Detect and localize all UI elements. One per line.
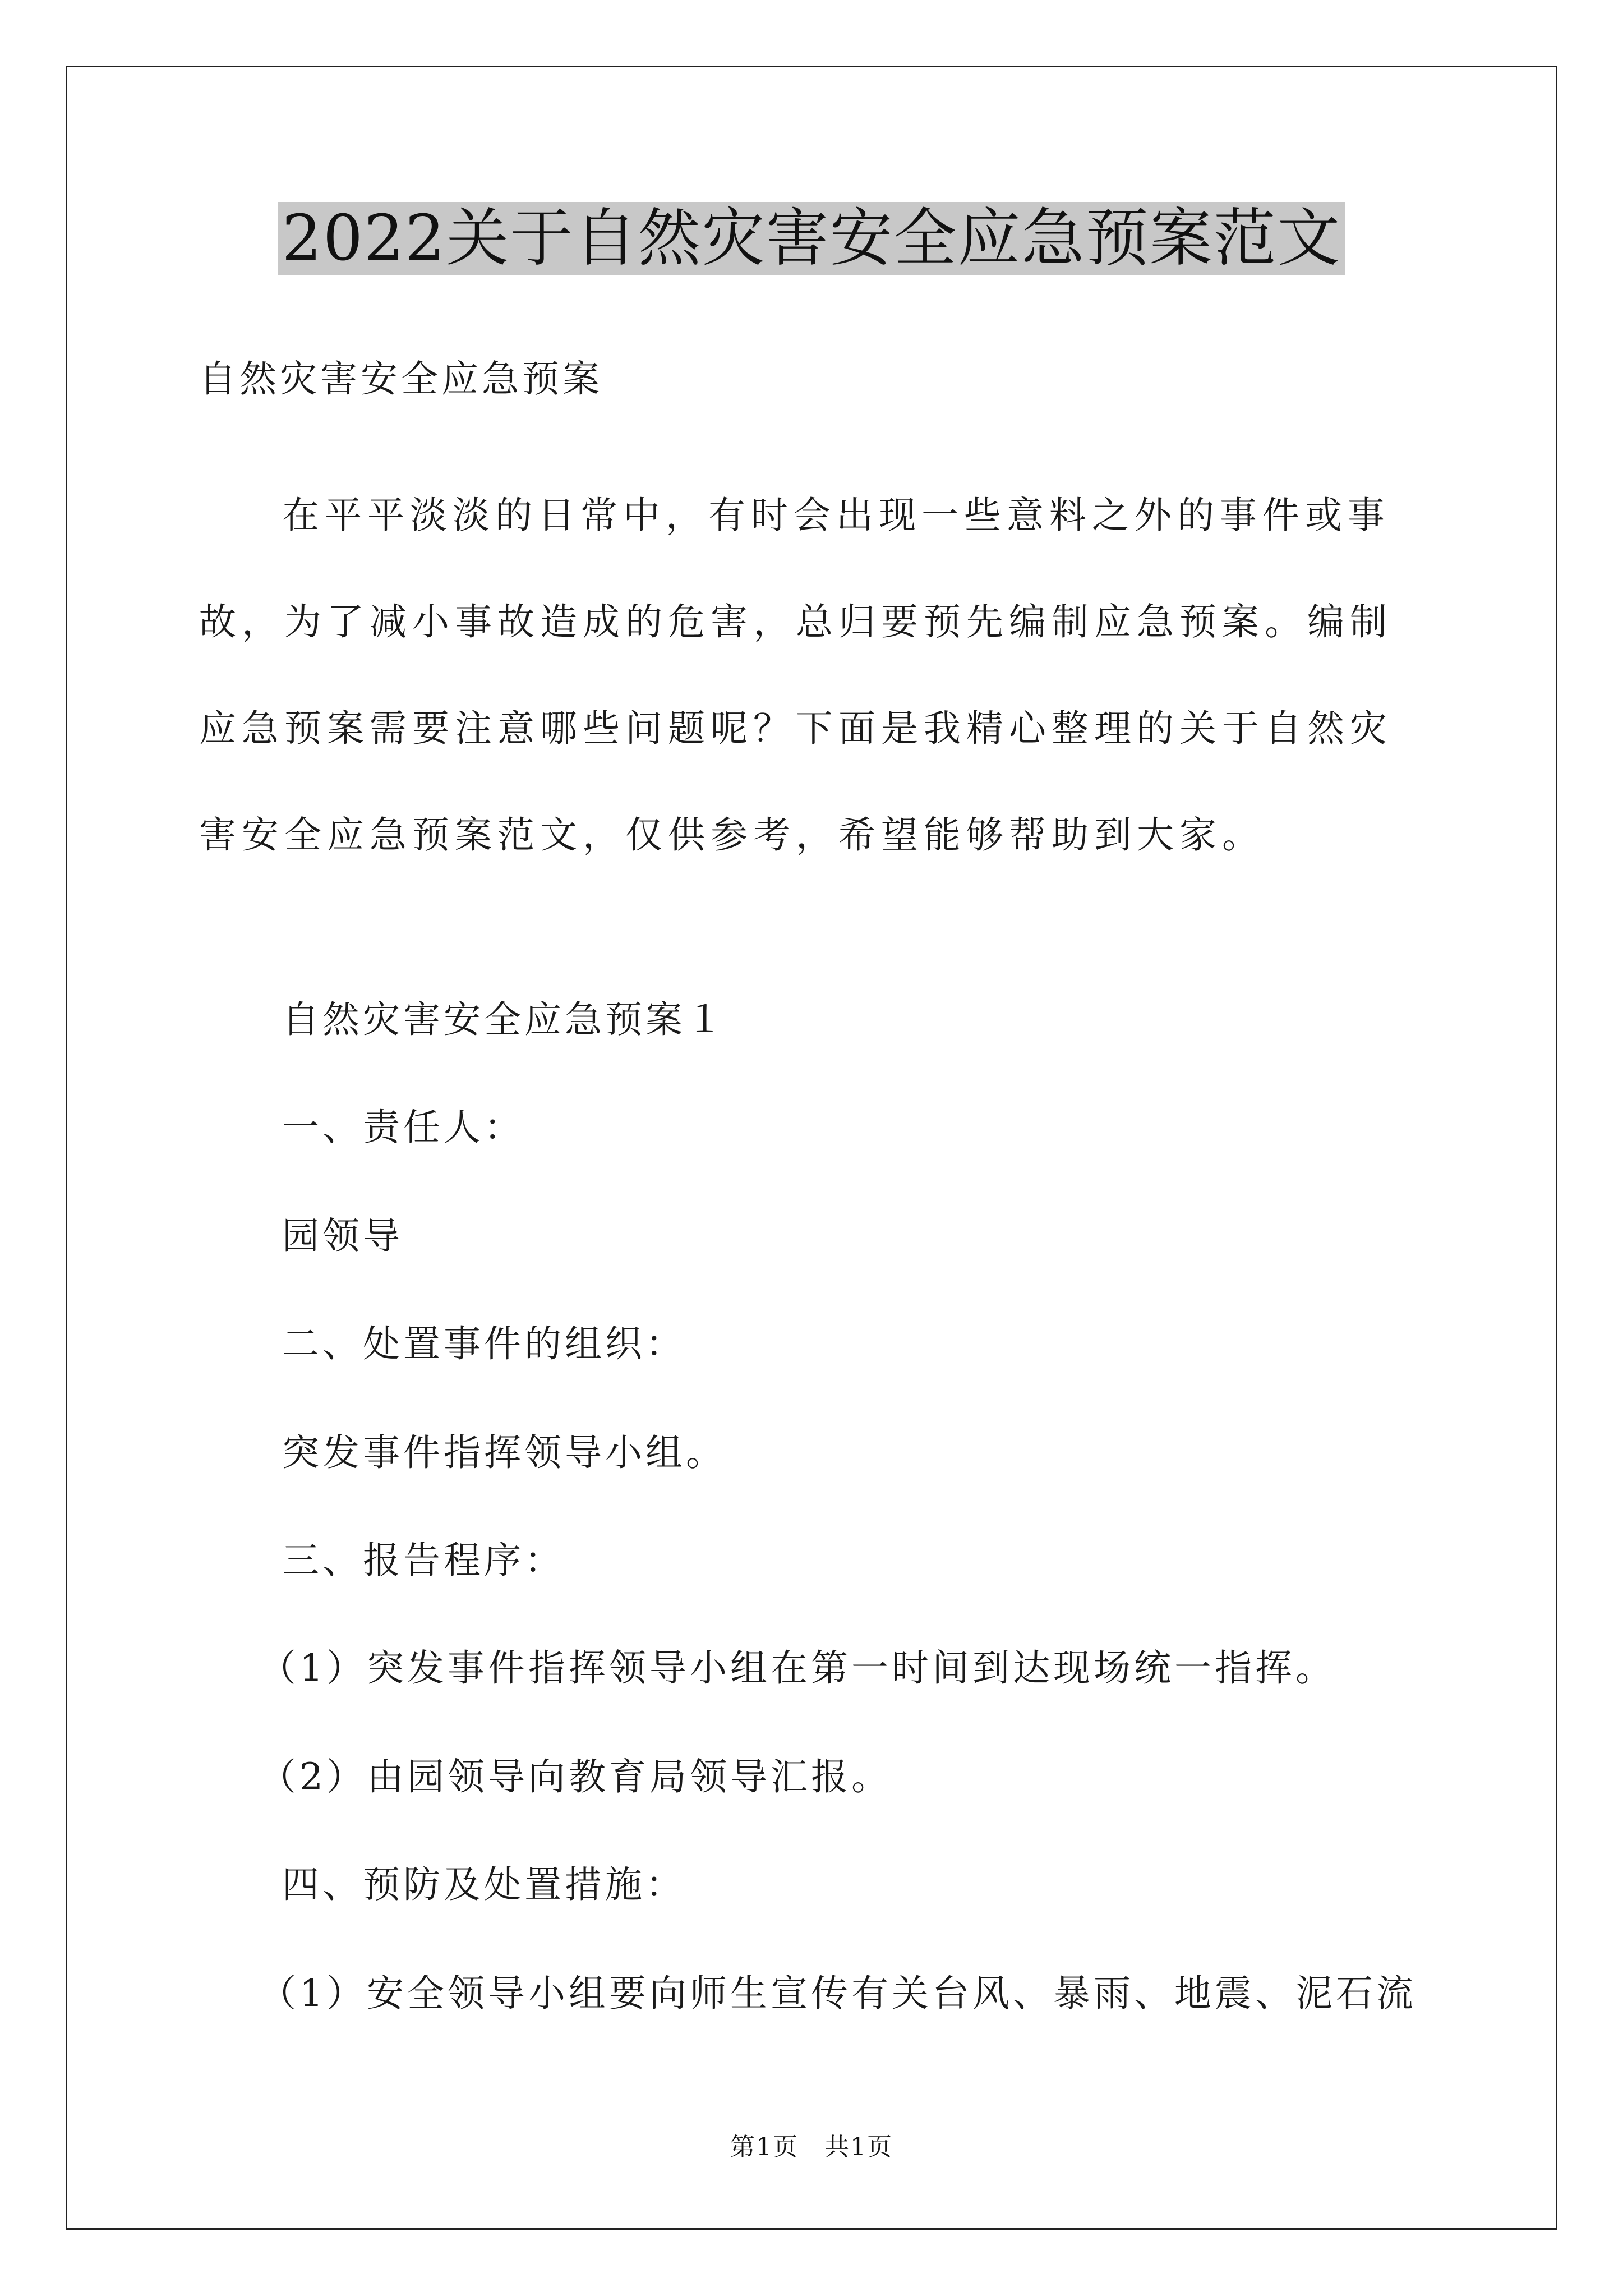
- item-organization-value: 突发事件指挥领导小组。: [282, 1431, 726, 1474]
- item-report-procedure-heading: 三、报告程序：: [282, 1539, 565, 1582]
- item-organization-heading: 二、处置事件的组织：: [282, 1322, 686, 1365]
- intro-paragraph: 在平平淡淡的日常中，有时会出现一些意料之外的事件或事故，为了减小事故造成的危害，总归要预先编制应急预案。编制应急预案需要注意哪些问题呢？下面是我精心整理的关于自然灾害安全应急预案范文，仅供参考，希望能够帮助到大家。: [199, 494, 1393, 857]
- title-wrap: [0, 202, 1623, 275]
- document-subtitle: 自然灾害安全应急预案: [199, 357, 603, 401]
- document-title: 2022关于自然灾害安全应急预案范文: [278, 202, 1344, 275]
- item-report-procedure-step-2: （2）由园领导向教育局领导汇报。: [259, 1755, 892, 1798]
- item-prevention-heading: 四、预防及处置措施：: [282, 1863, 686, 1906]
- item-responsible-person-heading: 一、责任人：: [282, 1106, 524, 1149]
- section-heading-plan-1: 自然灾害安全应急预案１: [282, 998, 726, 1041]
- page-footer: 第1页 共1页: [730, 2133, 893, 2161]
- item-prevention-step-1: （1）安全领导小组要向师生宣传有关台风、暴雨、地震、泥石流: [259, 1972, 1417, 2015]
- item-responsible-person-value: 园领导: [282, 1214, 403, 1258]
- item-report-procedure-step-1: （1）突发事件指挥领导小组在第一时间到达现场统一指挥。: [259, 1646, 1336, 1690]
